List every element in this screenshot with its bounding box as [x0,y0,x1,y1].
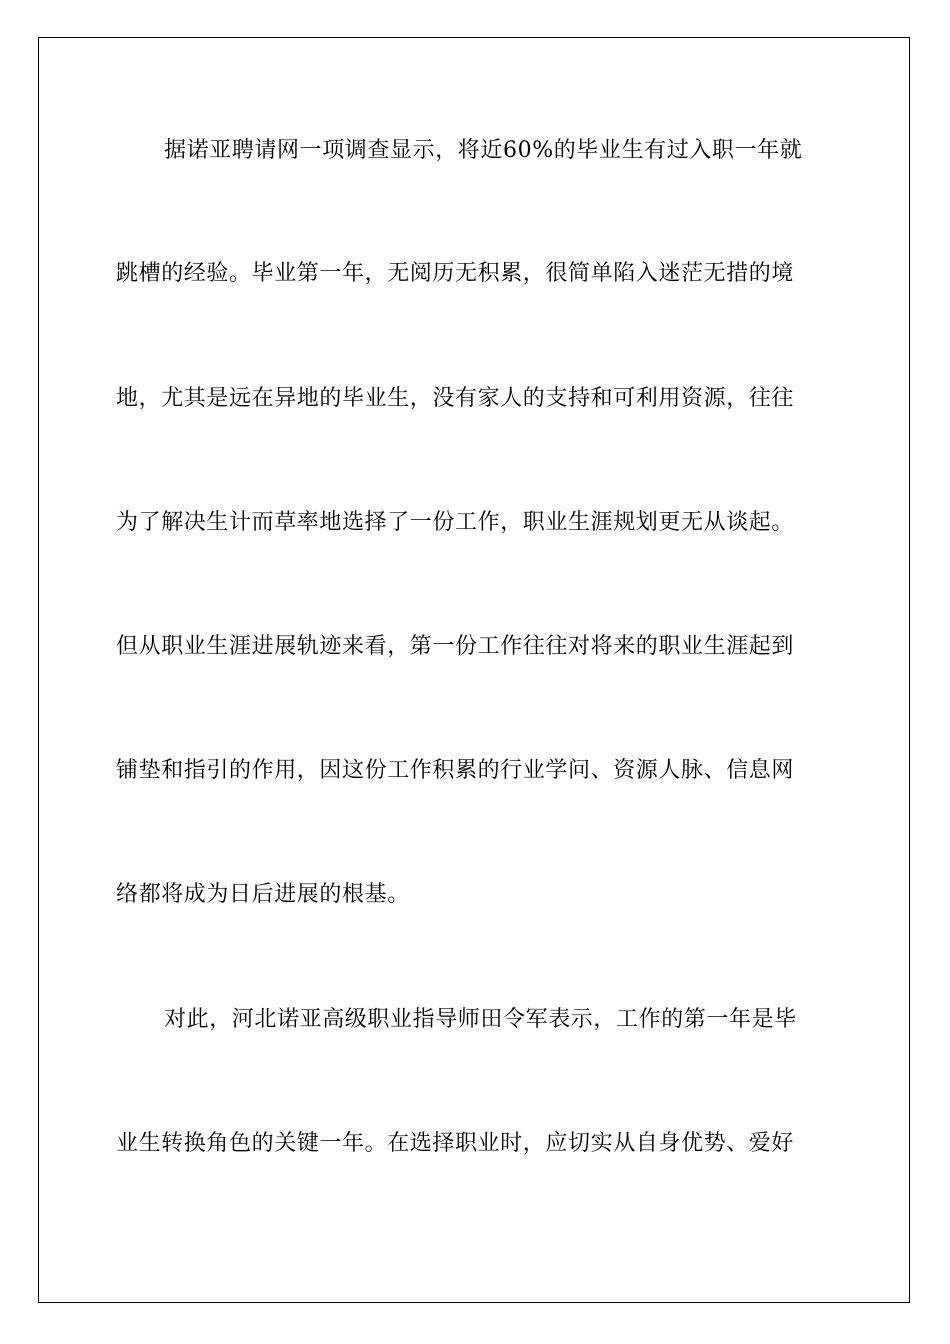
text-line: 地，尤其是远在异地的毕业生，没有家人的支持和可利用资源，往往 [116,386,795,411]
text-line: 对此，河北诺亚高级职业指导师田令军表示，工作的第一年是毕 [164,1007,797,1032]
text-line: 络都将成为日后进展的根基。 [116,882,410,907]
text-line: 铺垫和指引的作用，因这份工作积累的行业学问、资源人脉、信息网 [116,758,795,783]
text-line: 据诺亚聘请网一项调查显示，将近60%的毕业生有过入职一年就 [164,138,803,163]
text-line: 为了解决生计而草率地选择了一份工作，职业生涯规划更无从谈起。 [116,510,795,535]
page-frame [38,37,910,1303]
text-line: 跳槽的经验。毕业第一年，无阅历无积累，很简单陷入迷茫无措的境 [116,261,795,286]
text-line: 但从职业生涯进展轨迹来看，第一份工作往往对将来的职业生涯起到 [116,634,795,659]
text-line: 业生转换角色的关键一年。在选择职业时，应切实从自身优势、爱好 [116,1131,795,1156]
